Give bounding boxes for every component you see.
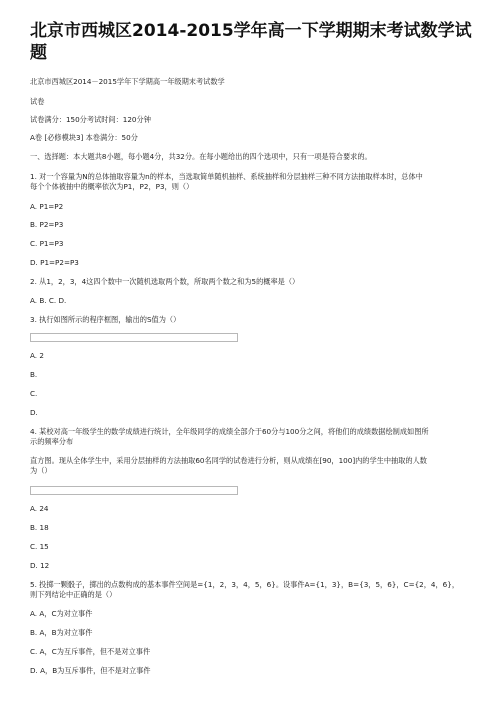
q1-option-a: A. P1=P2 — [30, 202, 64, 211]
q5-stem-line-1: 5. 投掷一颗骰子，掷出的点数构成的基本事件空间是={1，2，3，4，5，6}。设事件A={1，3}，B={3，5，6}，C={2，4，6}， — [30, 580, 460, 589]
q5-option-b: B. A，B为对立事件 — [30, 628, 93, 637]
q4-stem-line-3: 直方图。现从全体学生中，采用分层抽样的方法抽取60名同学的试卷进行分析，则从成绩在[90，100]内的学生中抽取的人数 — [30, 456, 427, 465]
q4-option-b: B. 18 — [30, 523, 49, 532]
q5-stem-line-2: 则下列结论中正确的是（） — [30, 590, 117, 599]
q5-option-d: D. A，B为互斥事件，但不是对立事件 — [30, 666, 151, 675]
paper-label: 试卷 — [30, 97, 45, 106]
section-one-heading: 一、选择题：本大题共8小题，每小题4分，共32分。在每小题给出的四个选项中，只有一项是符合要求的。 — [30, 152, 372, 161]
document-subtitle: 北京市西城区2014－2015学年下学期高一年级期末考试数学 — [30, 77, 225, 86]
q3-option-b: B. — [30, 370, 38, 379]
q1-option-c: C. P1=P3 — [30, 239, 64, 248]
q1-stem-line-2: 每个个体被抽中的概率依次为P1，P2，P3，则（） — [30, 182, 194, 191]
q2-options: A. B. C. D. — [30, 296, 67, 305]
q1-option-b: B. P2=P3 — [30, 220, 64, 229]
q5-option-c: C. A，C为互斥事件，但不是对立事件 — [30, 647, 151, 656]
section-a-heading: A卷 [必修模块3] 本卷满分：50分 — [30, 133, 138, 142]
document-title: 北京市西城区2014-2015学年高一下学期期末考试数学试题 — [30, 21, 472, 63]
q4-option-c: C. 15 — [30, 542, 49, 551]
q5-option-a: A. A，C为对立事件 — [30, 609, 93, 618]
q4-stem-line-1: 4. 某校对高一年级学生的数学成绩进行统计，全年级同学的成绩全部介于60分与100分之间，将他们的成绩数据绘制成如图所 — [30, 427, 429, 436]
q3-option-a: A. 2 — [30, 351, 44, 360]
q3-option-d: D. — [30, 408, 38, 417]
exam-time-info: 试卷满分：150分考试时间：120分钟 — [30, 115, 151, 124]
q3-flowchart-image-placeholder — [30, 333, 238, 342]
q1-stem-line-1: 1. 对一个容量为N的总体抽取容量为n的样本，当选取简单随机抽样、系统抽样和分层抽样三种不同方法抽取样本时，总体中 — [30, 172, 423, 181]
q3-option-c: C. — [30, 389, 38, 398]
q4-option-d: D. 12 — [30, 561, 50, 570]
q2-stem: 2. 从1，2，3，4这四个数中一次随机选取两个数，所取两个数之和为5的概率是（） — [30, 277, 300, 286]
q4-stem-line-2: 示的频率分布 — [30, 437, 74, 446]
q1-option-d: D. P1=P2=P3 — [30, 258, 79, 267]
q4-stem-line-4: 为（） — [30, 466, 52, 475]
q4-option-a: A. 24 — [30, 504, 49, 513]
q4-histogram-image-placeholder — [30, 486, 238, 495]
q3-stem: 3. 执行如图所示的程序框图，输出的S值为（） — [30, 315, 181, 324]
